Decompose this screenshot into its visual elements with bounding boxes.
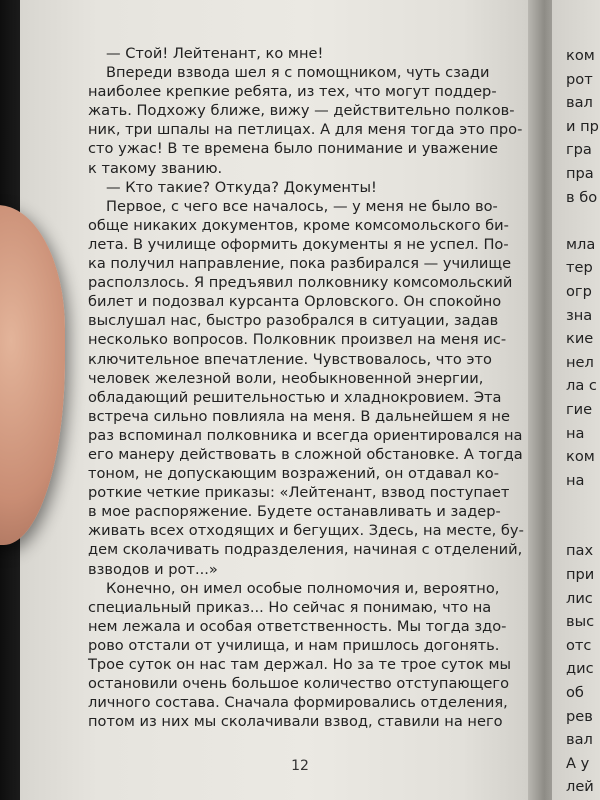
text-line: ник, три шпалы на петлицах. А для меня тогда это про- <box>88 121 523 139</box>
text-line: — Стой! Лейтенант, ко мне! <box>106 45 324 62</box>
facing-text-line: нел <box>566 353 594 371</box>
text-line: остановили очень большое количество отступающего <box>88 675 510 693</box>
text-line: жать. Подхожу ближе, вижу — действительно полков- <box>88 102 515 120</box>
page-body-text <box>88 44 528 731</box>
facing-text-line: на <box>566 424 585 442</box>
text-line: лета. В училище оформить документы я не успел. По- <box>88 235 509 253</box>
text-line: — Кто такие? Откуда? Документы! <box>106 178 377 196</box>
facing-text-line <box>566 209 600 233</box>
text-line: роткие четкие приказы: «Лейтенант, взвод поступает <box>88 484 510 502</box>
facing-text-line: рев <box>566 707 593 725</box>
facing-text-line: дис <box>566 660 594 678</box>
facing-text-line: в бо <box>566 188 598 206</box>
facing-text-line: ла с <box>566 377 597 395</box>
text-line: нем лежала и особая ответственность. Мы тогда здо- <box>88 617 507 635</box>
text-line: раз вспоминал полковника и всегда ориентировался на <box>88 426 523 444</box>
text-line: билет и подозвал курсанта Орловского. Он спокойно <box>88 293 502 311</box>
text-line: потом из них мы сколачивали взвод, ставили на него <box>88 713 503 731</box>
text-line: обладающий решительностью и хладнокровием. Эта <box>88 388 502 406</box>
text-line: выслушал нас, быстро разобрался в ситуации, задав <box>88 312 499 330</box>
facing-text-line: огр <box>566 282 592 300</box>
facing-text-line: гра <box>566 141 592 159</box>
facing-text-line: на <box>566 471 585 489</box>
facing-text-line <box>566 516 600 540</box>
facing-page-text <box>566 44 600 799</box>
facing-text-line: мла <box>566 235 596 253</box>
text-line: дем сколачивать подразделения, начиная с отделений, <box>88 541 523 559</box>
facing-text-line: А у <box>566 754 590 772</box>
text-line: сто ужас! В те времена было понимание и уважение <box>88 140 499 158</box>
page-number: 12 <box>291 758 309 774</box>
text-line: живать всех отходящих и бегущих. Здесь, на месте, бу- <box>88 522 524 540</box>
facing-text-line: зна <box>566 306 593 324</box>
facing-text-line: и пр <box>566 117 599 135</box>
text-line: расползлось. Я предъявил полковнику комсомольский <box>88 274 513 292</box>
facing-text-line: пра <box>566 164 594 182</box>
text-line: обще никаких документов, кроме комсомольского би- <box>88 216 509 234</box>
facing-text-line: пах <box>566 542 594 560</box>
text-line: к такому званию. <box>88 159 223 177</box>
facing-text-line: вал <box>566 94 593 112</box>
facing-text-line: при <box>566 566 595 584</box>
facing-text-line: ком <box>566 47 595 64</box>
text-line: ка получил направление, пока разбирался — училище <box>88 255 512 273</box>
facing-text-line: гие <box>566 400 593 418</box>
facing-text-line: вал <box>566 731 593 749</box>
text-line: наиболее крепкие ребята, из тех, что могут поддер- <box>88 83 497 101</box>
text-line: тоном, не допускающим возражений, он отдавал ко- <box>88 465 499 483</box>
facing-text-line: рот <box>566 70 593 88</box>
text-line: несколько вопросов. Полковник произвел на меня ис- <box>88 331 507 349</box>
text-line: человек железной воли, необыкновенной энергии, <box>88 369 484 387</box>
facing-text-line: отс <box>566 636 592 654</box>
facing-text-line: об <box>566 684 584 702</box>
text-line: в мое распоряжение. Будете останавливать и задер- <box>88 503 501 521</box>
text-line: личного состава. Сначала формировались отделения, <box>88 694 508 712</box>
facing-text-line <box>566 492 600 516</box>
text-line: Трое суток он нас там держал. Но за те трое суток мы <box>88 656 512 673</box>
text-line: его манеру действовать в сложной обстановке. А тогда <box>88 445 523 463</box>
text-line: встреча сильно повлияла на меня. В дальнейшем я не <box>88 407 510 425</box>
text-line: специальный приказ... Но сейчас я понимаю, что на <box>88 598 492 616</box>
facing-text-line: тер <box>566 259 593 277</box>
facing-text-line: ком <box>566 448 595 466</box>
text-line: Первое, с чего все началось, — у меня не было во- <box>106 197 498 215</box>
text-line: рово отстали от училища, и нам пришлось догонять. <box>88 636 500 654</box>
facing-text-line: кие <box>566 330 594 348</box>
text-line: ключительное впечатление. Чувствовалось, что это <box>88 350 492 368</box>
text-line: взводов и рот...» <box>88 560 218 578</box>
facing-text-line: лис <box>566 589 593 607</box>
facing-text-line: выс <box>566 613 595 631</box>
text-line: Впереди взвода шел я с помощником, чуть сзади <box>106 64 490 82</box>
facing-text-line: лей <box>566 778 594 796</box>
text-line: Конечно, он имел особые полномочия и, вероятно, <box>106 579 500 597</box>
